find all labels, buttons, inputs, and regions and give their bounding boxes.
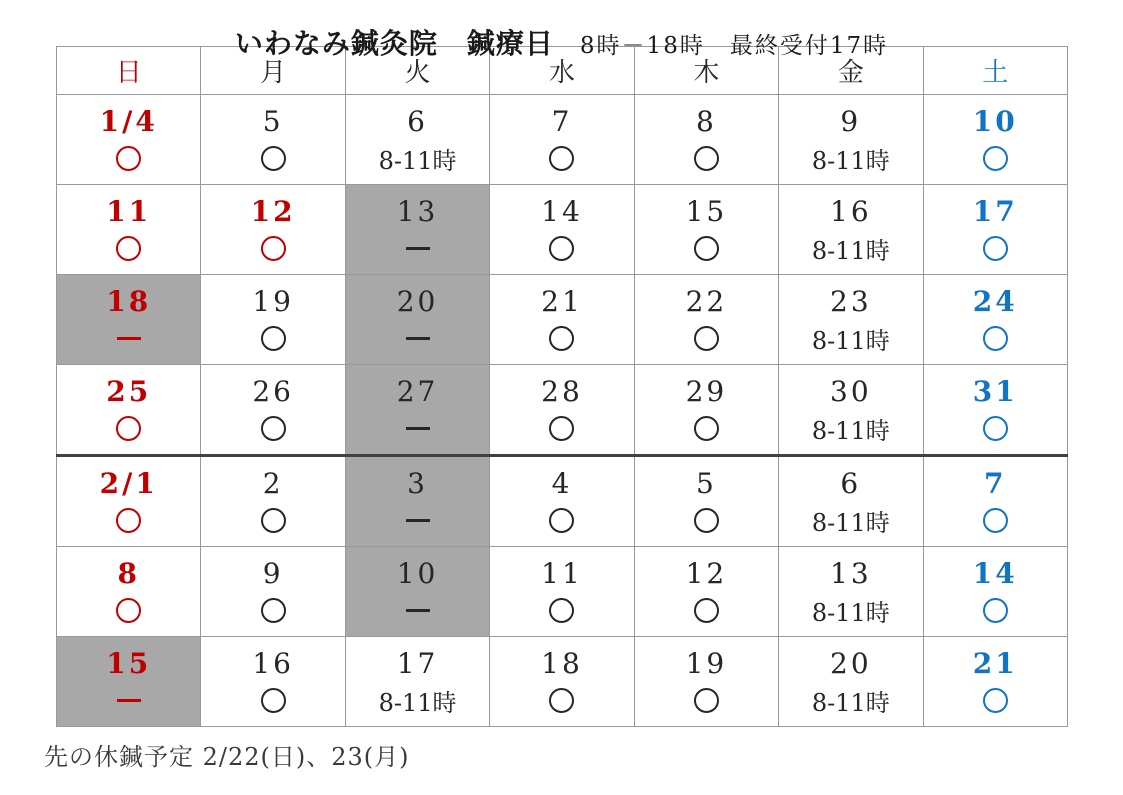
closed-dash-icon <box>406 337 430 340</box>
calendar-cell <box>923 365 1067 456</box>
day-number: 2/1 <box>99 466 158 500</box>
calendar-cell <box>490 547 634 637</box>
day-number: 13 <box>830 556 872 590</box>
day-number: 2 <box>262 466 284 500</box>
weekday-header-4: 水 <box>490 47 634 95</box>
open-circle-icon <box>694 688 719 713</box>
weekday-header-5: 木 <box>634 47 778 95</box>
calendar-cell <box>345 95 489 185</box>
calendar-cell <box>923 456 1067 547</box>
calendar-cell <box>345 365 489 456</box>
day-number: 17 <box>972 194 1018 228</box>
weekday-header-6: 金 <box>779 47 923 95</box>
day-number: 25 <box>106 374 152 408</box>
day-number: 19 <box>252 284 294 318</box>
status-closed <box>346 321 489 364</box>
status-open <box>635 321 778 364</box>
calendar-cell <box>779 456 923 547</box>
status-open <box>924 503 1067 546</box>
calendar-cell <box>57 275 201 365</box>
calendar-cell <box>57 456 201 547</box>
open-circle-icon <box>261 326 286 351</box>
day-number: 21 <box>972 646 1018 680</box>
status-limited-hours <box>779 683 922 726</box>
calendar-cell <box>57 365 201 456</box>
day-number: 12 <box>685 556 728 590</box>
clinic-title: いわなみ鍼灸院 鍼療日 <box>234 27 554 60</box>
calendar-cell <box>634 547 778 637</box>
calendar-cell <box>490 637 634 727</box>
day-number: 7 <box>551 104 573 138</box>
day-number: 26 <box>252 374 294 408</box>
calendar-week-row <box>57 95 1068 185</box>
limited-hours-text: 8-11時 <box>378 689 457 717</box>
calendar-cell <box>634 95 778 185</box>
calendar-cell <box>634 637 778 727</box>
open-circle-icon <box>694 236 719 261</box>
calendar-cell <box>345 547 489 637</box>
calendar-week-row <box>57 275 1068 365</box>
limited-hours-text: 8-11時 <box>811 599 890 627</box>
status-open <box>490 503 633 546</box>
day-number: 17 <box>396 646 439 680</box>
day-number: 12 <box>250 194 296 228</box>
closed-dash-icon <box>117 337 141 340</box>
calendar-cell <box>345 185 489 275</box>
status-closed <box>346 411 489 454</box>
status-open <box>201 683 344 726</box>
status-open <box>490 411 633 454</box>
status-open <box>57 503 200 546</box>
status-open <box>635 593 778 636</box>
day-number: 16 <box>830 194 872 228</box>
day-number: 9 <box>262 556 284 590</box>
status-open <box>490 321 633 364</box>
status-open <box>924 231 1067 274</box>
calendar-cell <box>923 275 1067 365</box>
calendar-cell <box>345 456 489 547</box>
status-closed <box>346 503 489 546</box>
status-open <box>490 231 633 274</box>
day-number: 27 <box>396 374 439 408</box>
calendar-cell <box>779 95 923 185</box>
calendar-week-row <box>57 637 1068 727</box>
status-open <box>201 231 344 274</box>
open-circle-icon <box>549 508 574 533</box>
day-number: 1/4 <box>99 104 158 138</box>
status-limited-hours <box>779 503 922 546</box>
open-circle-icon <box>694 598 719 623</box>
day-number: 21 <box>541 284 583 318</box>
calendar-week-row <box>57 456 1068 547</box>
calendar-cell <box>201 95 345 185</box>
open-circle-icon <box>549 598 574 623</box>
status-limited-hours <box>779 141 922 184</box>
day-number: 5 <box>262 104 284 138</box>
calendar-cell <box>57 547 201 637</box>
calendar-week-row <box>57 547 1068 637</box>
open-circle-icon <box>549 688 574 713</box>
status-limited-hours <box>346 141 489 184</box>
calendar-cell <box>634 456 778 547</box>
calendar-cell <box>345 275 489 365</box>
treatment-calendar-table <box>56 46 1068 727</box>
status-open <box>201 411 344 454</box>
weekday-header-1: 日 <box>57 47 201 95</box>
calendar-cell <box>57 637 201 727</box>
calendar-cell <box>779 547 923 637</box>
status-open <box>201 503 344 546</box>
day-number: 7 <box>984 466 1007 500</box>
day-number: 22 <box>685 284 728 318</box>
day-number: 14 <box>541 194 583 228</box>
calendar-cell <box>490 275 634 365</box>
open-circle-icon <box>261 236 286 261</box>
closed-dash-icon <box>406 609 430 612</box>
status-open <box>201 141 344 184</box>
day-number: 29 <box>685 374 728 408</box>
status-open <box>635 411 778 454</box>
calendar-week-row <box>57 365 1068 456</box>
calendar-week-row <box>57 185 1068 275</box>
open-circle-icon <box>983 326 1008 351</box>
calendar-cell <box>490 95 634 185</box>
open-circle-icon <box>983 688 1008 713</box>
open-circle-icon <box>116 236 141 261</box>
day-number: 20 <box>396 284 439 318</box>
status-closed <box>346 593 489 636</box>
limited-hours-text: 8-11時 <box>378 147 457 175</box>
status-closed <box>57 321 200 364</box>
day-number: 19 <box>685 646 728 680</box>
status-open <box>201 593 344 636</box>
calendar-cell <box>923 185 1067 275</box>
calendar-cell <box>201 456 345 547</box>
status-closed <box>57 683 200 726</box>
limited-hours-text: 8-11時 <box>811 237 890 265</box>
day-number: 15 <box>106 646 152 680</box>
weekday-header-2: 月 <box>201 47 345 95</box>
calendar-cell <box>490 456 634 547</box>
calendar-cell <box>490 365 634 456</box>
day-number: 6 <box>407 104 428 138</box>
calendar-cell <box>779 637 923 727</box>
limited-hours-text: 8-11時 <box>811 689 890 717</box>
calendar-cell <box>634 185 778 275</box>
calendar-cell <box>201 365 345 456</box>
open-circle-icon <box>983 508 1008 533</box>
closure-notice: 先の休鍼予定 2/22(日)、23(月) <box>44 743 410 771</box>
open-circle-icon <box>261 146 286 171</box>
open-circle-icon <box>261 508 286 533</box>
day-number: 23 <box>830 284 872 318</box>
calendar-cell <box>779 365 923 456</box>
open-circle-icon <box>694 416 719 441</box>
open-circle-icon <box>261 416 286 441</box>
weekday-row <box>57 47 1068 95</box>
status-open <box>57 141 200 184</box>
day-number: 13 <box>396 194 439 228</box>
closed-dash-icon <box>406 427 430 430</box>
weekday-header-3: 火 <box>345 47 489 95</box>
status-open <box>924 593 1067 636</box>
open-circle-icon <box>116 416 141 441</box>
day-number: 8 <box>695 104 717 138</box>
status-open <box>635 683 778 726</box>
open-circle-icon <box>549 326 574 351</box>
open-circle-icon <box>694 326 719 351</box>
open-circle-icon <box>983 416 1008 441</box>
open-circle-icon <box>694 508 719 533</box>
status-open <box>924 411 1067 454</box>
day-number: 28 <box>541 374 583 408</box>
open-circle-icon <box>116 146 141 171</box>
calendar-cell <box>634 275 778 365</box>
calendar-cell <box>779 275 923 365</box>
day-number: 11 <box>541 556 583 590</box>
day-number: 30 <box>830 374 872 408</box>
status-open <box>490 593 633 636</box>
treatment-hours: 8時－18時 最終受付17時 <box>579 33 889 59</box>
day-number: 31 <box>972 374 1018 408</box>
day-number: 10 <box>972 104 1018 138</box>
calendar-cell <box>345 637 489 727</box>
status-limited-hours <box>346 683 489 726</box>
open-circle-icon <box>549 416 574 441</box>
closed-dash-icon <box>117 699 141 702</box>
calendar-cell <box>201 185 345 275</box>
open-circle-icon <box>261 598 286 623</box>
status-limited-hours <box>779 321 922 364</box>
status-open <box>924 141 1067 184</box>
calendar-cell <box>57 185 201 275</box>
open-circle-icon <box>549 146 574 171</box>
status-open <box>490 683 633 726</box>
day-number: 24 <box>972 284 1018 318</box>
day-number: 18 <box>541 646 583 680</box>
status-open <box>490 141 633 184</box>
day-number: 5 <box>695 466 717 500</box>
status-open <box>924 683 1067 726</box>
calendar-cell <box>57 95 201 185</box>
day-number: 3 <box>407 466 428 500</box>
limited-hours-text: 8-11時 <box>811 509 890 537</box>
status-open <box>57 231 200 274</box>
open-circle-icon <box>116 508 141 533</box>
day-number: 9 <box>840 104 862 138</box>
calendar-cell <box>923 95 1067 185</box>
calendar-body <box>57 95 1068 727</box>
status-open <box>635 503 778 546</box>
open-circle-icon <box>694 146 719 171</box>
status-open <box>201 321 344 364</box>
calendar-cell <box>201 637 345 727</box>
open-circle-icon <box>549 236 574 261</box>
status-limited-hours <box>779 593 922 636</box>
closed-dash-icon <box>406 247 430 250</box>
limited-hours-text: 8-11時 <box>811 147 890 175</box>
status-open <box>57 593 200 636</box>
status-open <box>57 411 200 454</box>
day-number: 20 <box>830 646 872 680</box>
status-open <box>635 141 778 184</box>
open-circle-icon <box>116 598 141 623</box>
status-limited-hours <box>779 231 922 274</box>
day-number: 6 <box>840 466 862 500</box>
day-number: 14 <box>972 556 1018 590</box>
open-circle-icon <box>983 146 1008 171</box>
calendar-cell <box>490 185 634 275</box>
day-number: 4 <box>551 466 573 500</box>
day-number: 11 <box>106 194 152 228</box>
calendar-cell <box>201 547 345 637</box>
status-limited-hours <box>779 411 922 454</box>
day-number: 16 <box>252 646 294 680</box>
calendar-cell <box>923 637 1067 727</box>
open-circle-icon <box>983 236 1008 261</box>
weekday-header-7: 土 <box>923 47 1067 95</box>
status-open <box>635 231 778 274</box>
day-number: 8 <box>117 556 140 590</box>
day-number: 15 <box>685 194 728 228</box>
open-circle-icon <box>261 688 286 713</box>
calendar-cell <box>779 185 923 275</box>
calendar-cell <box>634 365 778 456</box>
limited-hours-text: 8-11時 <box>811 327 890 355</box>
status-open <box>924 321 1067 364</box>
calendar-cell <box>923 547 1067 637</box>
page-title <box>0 0 1123 60</box>
closed-dash-icon <box>406 519 430 522</box>
day-number: 10 <box>396 556 439 590</box>
open-circle-icon <box>983 598 1008 623</box>
status-closed <box>346 231 489 274</box>
limited-hours-text: 8-11時 <box>811 417 890 445</box>
day-number: 18 <box>106 284 152 318</box>
calendar-cell <box>201 275 345 365</box>
